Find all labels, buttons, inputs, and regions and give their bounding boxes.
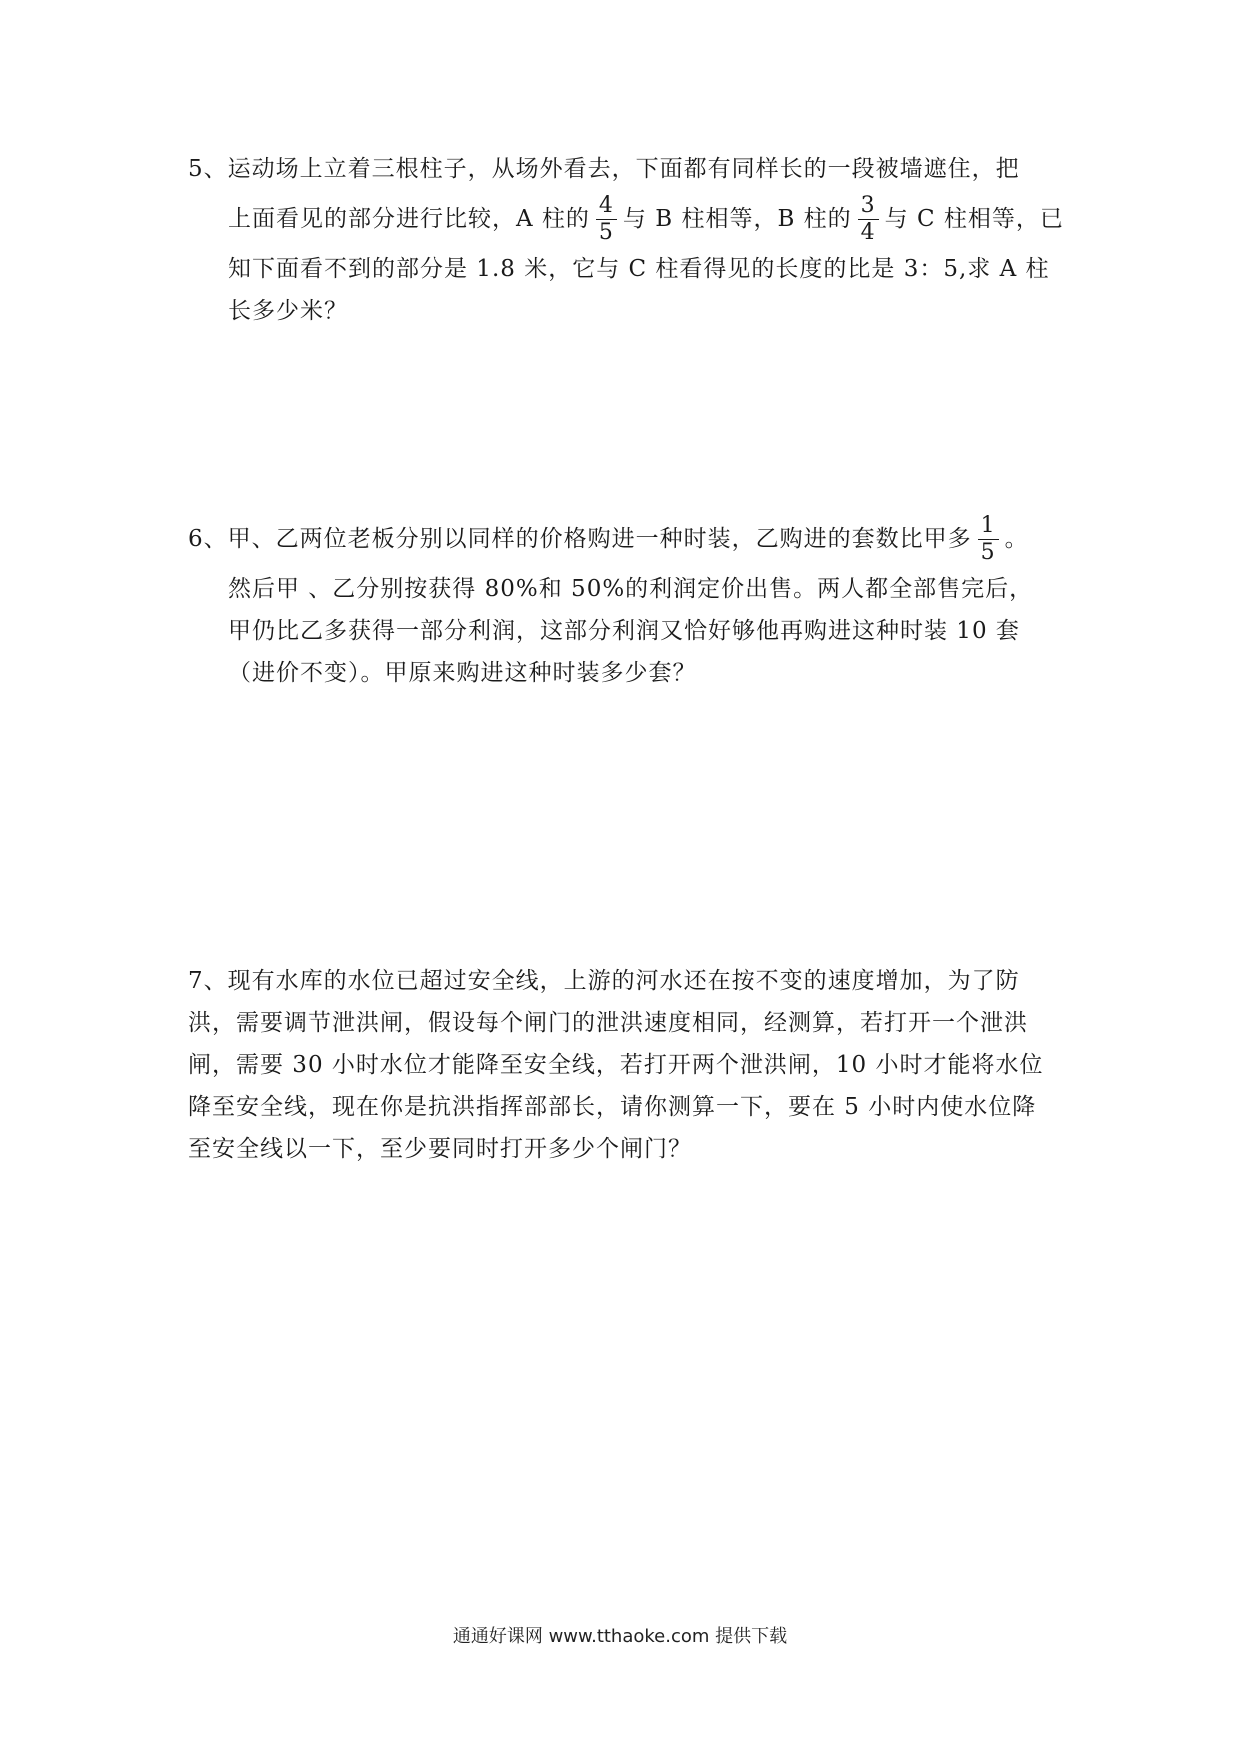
- problem-7-line-3: 闸，需要 30 小时水位才能降至安全线，若打开两个泄洪闸，10 小时才能将水位: [188, 1052, 1044, 1078]
- problem-7-line-1: 7、现有水库的水位已超过安全线，上游的河水还在按不变的速度增加，为了防: [188, 968, 1020, 994]
- page-footer: 通通好课网 www.tthaoke.com 提供下载: [452, 1626, 788, 1647]
- problem-7-line-2: 洪，需要调节泄洪闸，假设每个闸门的泄洪速度相同，经测算，若打开一个泄洪: [188, 1010, 1028, 1036]
- fraction-denominator: 4: [860, 219, 876, 245]
- fraction-denominator: 5: [980, 539, 996, 565]
- problem-5-line-2-seg-2: 与 B 柱相等，B 柱的: [622, 206, 852, 232]
- problem-5-line-2: [188, 190, 1064, 248]
- problem-5-line-2-seg-3: 与 C 柱相等，已: [884, 206, 1064, 232]
- problem-5: [188, 148, 1064, 332]
- fraction-numerator: 1: [978, 515, 999, 540]
- fraction-numerator: 3: [858, 195, 879, 220]
- problem-7: [188, 960, 1058, 1170]
- problem-5-line-4: 长多少米？: [228, 298, 348, 324]
- fraction-three-quarters: [858, 192, 879, 245]
- problem-5-line-2-seg-1: 上面看见的部分进行比较，A 柱的: [228, 206, 590, 232]
- problem-6: [188, 510, 1058, 694]
- problem-6-line-4: （进价不变）。甲原来购进这种时装多少套？: [228, 660, 697, 686]
- problem-6-line-3: 甲仍比乙多获得一部分利润，这部分利润又恰好够他再购进这种时装 10 套: [228, 618, 1020, 644]
- fraction-numerator: 4: [596, 195, 617, 220]
- problem-6-line-2: 然后甲 、乙分别按获得 80%和 50%的利润定价出售。两人都全部售完后，: [228, 576, 1034, 602]
- problem-7-line-5: 至安全线以一下，至少要同时打开多少个闸门？: [188, 1136, 692, 1162]
- fraction-one-fifth: [978, 512, 999, 565]
- problem-6-line-1: [188, 510, 1058, 568]
- problem-6-line-1-seg-1: 6、甲、乙两位老板分别以同样的价格购进一种时装，乙购进的套数比甲多: [188, 526, 972, 552]
- fraction-four-fifths: [596, 192, 617, 245]
- problem-5-line-3: 知下面看不到的部分是 1.8 米，它与 C 柱看得见的长度的比是 3：5,求 A 柱: [228, 256, 1050, 282]
- problem-6-line-1-seg-2: 。: [1004, 526, 1029, 552]
- problem-5-line-1: 5、运动场上立着三根柱子，从场外看去，下面都有同样长的一段被墙遮住，把: [188, 156, 1020, 182]
- problem-7-line-4: 降至安全线，现在你是抗洪指挥部部长，请你测算一下，要在 5 小时内使水位降: [188, 1094, 1037, 1120]
- fraction-denominator: 5: [598, 219, 614, 245]
